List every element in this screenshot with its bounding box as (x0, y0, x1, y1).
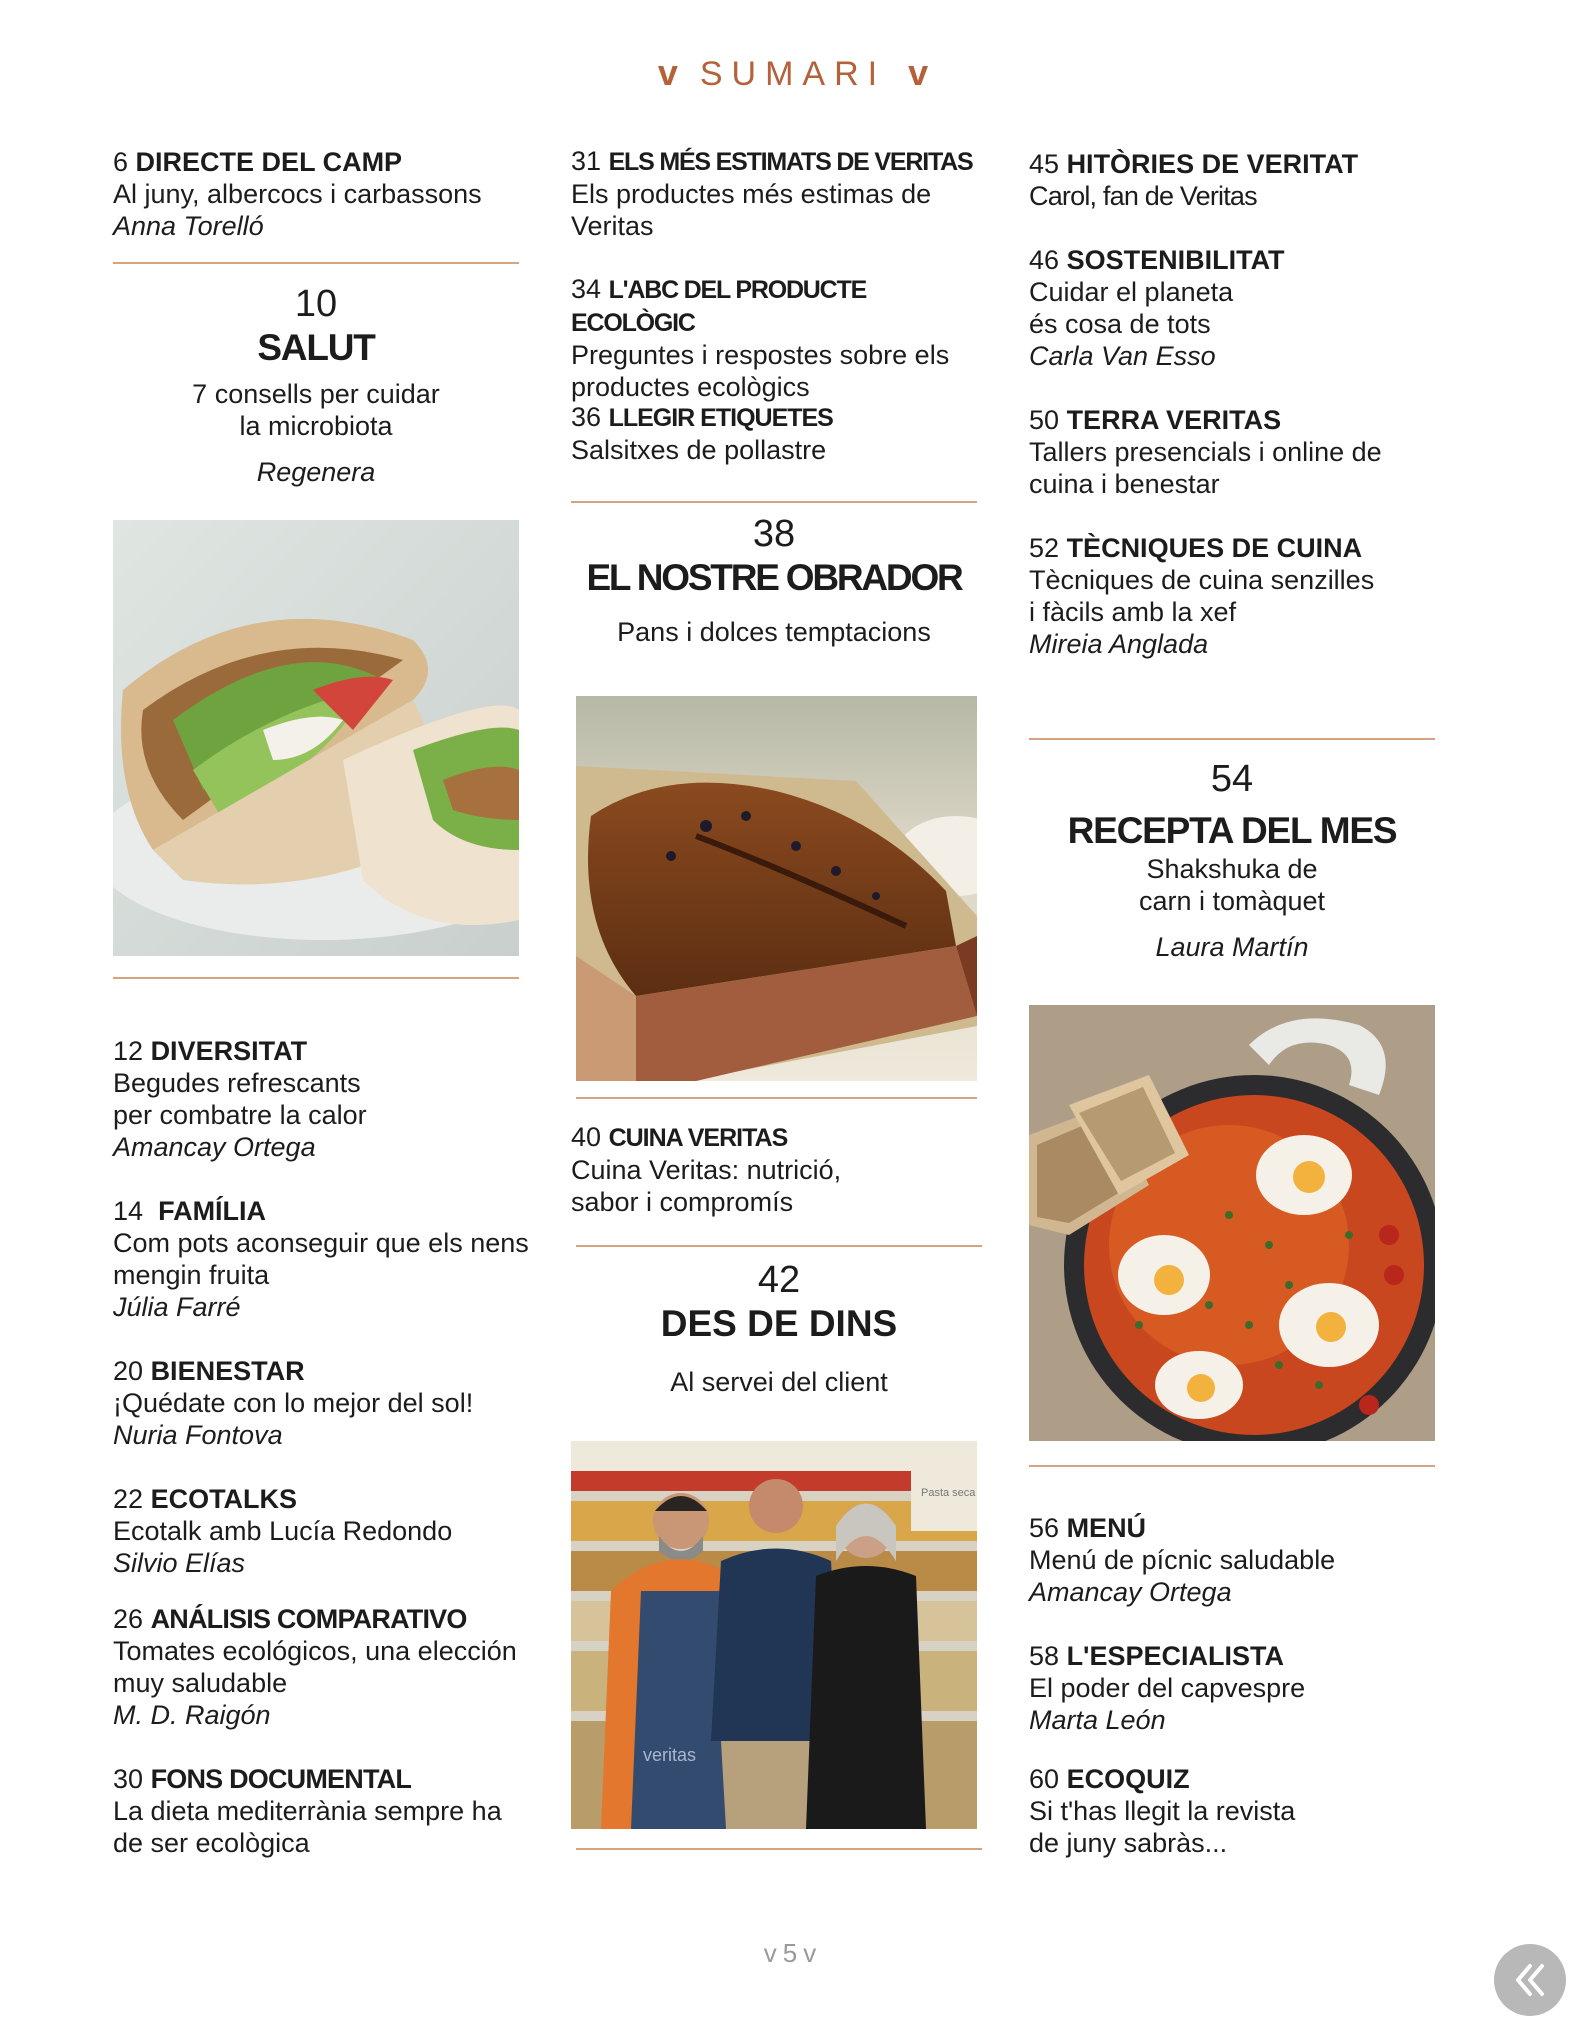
entry-author: Marta León (1029, 1705, 1166, 1735)
toc-entry-34[interactable] (571, 273, 991, 403)
divider (1029, 738, 1435, 740)
toc-entry-56[interactable] (1029, 1512, 1449, 1608)
feature-subtitle-line1: 7 consells per cuidar (192, 379, 440, 409)
feature-subtitle-line1: Shakshuka de (1146, 854, 1318, 884)
header-right-mark: v (908, 52, 929, 93)
shakshuka-image (1029, 1005, 1435, 1441)
entry-description: cuina i benestar (1029, 469, 1220, 499)
entry-description: Com pots aconseguir que els nens (113, 1228, 529, 1258)
toc-entry-52[interactable] (1029, 532, 1449, 660)
staff-image (571, 1441, 977, 1829)
feature-38[interactable] (571, 512, 977, 648)
entry-title: ANÁLISIS COMPARATIVO (150, 1604, 467, 1634)
toc-entry-50[interactable] (1029, 404, 1449, 500)
toc-entry-30[interactable] (113, 1763, 533, 1859)
entry-description: sabor i compromís (571, 1187, 794, 1217)
toc-entry-12[interactable] (113, 1035, 523, 1163)
feature-subtitle: Pans i dolces temptacions (617, 617, 931, 647)
entry-title: FAMÍLIA (158, 1196, 267, 1226)
entry-title: ECOTALKS (150, 1484, 298, 1514)
entry-number: 52 (1029, 533, 1060, 563)
divider (571, 501, 977, 503)
bread-cake-photo[interactable] (576, 696, 977, 1081)
entry-title: MENÚ (1066, 1513, 1147, 1543)
divider (576, 1097, 977, 1099)
feature-number: 10 (294, 283, 338, 325)
toc-entry-6[interactable] (113, 146, 523, 242)
entry-description: El poder del capvespre (1029, 1673, 1306, 1703)
entry-description: de juny sabràs... (1029, 1828, 1228, 1858)
apron-logo: veritas (643, 1745, 697, 1765)
entry-author: Nuria Fontova (113, 1420, 283, 1450)
entry-title: TÈCNIQUES DE CUINA (1066, 533, 1363, 563)
feature-author: Regenera (256, 457, 376, 487)
entry-title: FONS DOCUMENTAL (150, 1764, 412, 1794)
entry-title: DIRECTE DEL CAMP (135, 147, 403, 177)
entry-number: 6 (113, 147, 129, 177)
entry-description: mengin fruita (113, 1260, 270, 1290)
entry-title: HITÒRIES DE VERITAT (1066, 149, 1359, 179)
header-left-mark: v (657, 52, 678, 93)
entry-description: ¡Quédate con lo mejor del sol! (113, 1388, 474, 1418)
entry-number: 46 (1029, 245, 1060, 275)
feature-number: 42 (757, 1259, 801, 1301)
entry-author: Carla Van Esso (1029, 341, 1216, 371)
feature-subtitle-line2: carn i tomàquet (1138, 886, 1326, 916)
entry-number: 30 (113, 1764, 144, 1794)
entry-number: 34 (571, 274, 602, 304)
entry-number: 12 (113, 1036, 144, 1066)
entry-description: Veritas (571, 211, 654, 241)
divider (113, 262, 519, 264)
entry-number: 60 (1029, 1764, 1060, 1794)
entry-title: TERRA VERITAS (1066, 405, 1282, 435)
feature-subtitle: Al servei del client (670, 1367, 888, 1397)
toc-entry-46[interactable] (1029, 244, 1449, 372)
toc-entry-40[interactable] (571, 1121, 991, 1218)
page-number: v5v (763, 1938, 823, 1968)
toc-entry-22[interactable] (113, 1483, 523, 1579)
shelf-sign: Pasta seca (921, 1487, 976, 1499)
feature-54[interactable] (1029, 757, 1435, 963)
entry-description: per combatre la calor (113, 1100, 367, 1130)
entry-title: ELS MÉS ESTIMATS DE VERITAS (608, 148, 973, 176)
toc-entry-58[interactable] (1029, 1640, 1449, 1736)
page-title: SUMARI (699, 55, 887, 93)
entry-description: Tècniques de cuina senzilles (1029, 565, 1375, 595)
entry-description: Ecotalk amb Lucía Redondo (113, 1516, 453, 1546)
entry-title: ECOQUIZ (1066, 1764, 1190, 1794)
entry-title: CUINA VERITAS (608, 1124, 788, 1152)
entry-number: 45 (1029, 149, 1060, 179)
feature-10[interactable] (113, 282, 519, 488)
entry-author: M. D. Raigón (113, 1700, 271, 1730)
entry-author: Júlia Farré (113, 1292, 241, 1322)
entry-description: Al juny, albercocs i carbassons (113, 179, 482, 209)
toc-entry-31[interactable] (571, 145, 991, 242)
toc-entry-20[interactable] (113, 1355, 523, 1451)
back-button[interactable] (1494, 1944, 1566, 2016)
feature-title: RECEPTA DEL MES (1067, 810, 1397, 851)
entry-description: és cosa de tots (1029, 309, 1211, 339)
entry-author: Silvio Elías (113, 1548, 246, 1578)
feature-subtitle-line2: la microbiota (239, 411, 393, 441)
toc-entry-26[interactable] (113, 1603, 533, 1731)
bread-image (576, 696, 977, 1081)
sandwich-image (113, 520, 519, 956)
entry-number: 20 (113, 1356, 144, 1386)
entry-description: Els productes més estimas de (571, 179, 932, 209)
entry-author: Mireia Anglada (1029, 629, 1209, 659)
entry-author: Amancay Ortega (1029, 1577, 1232, 1607)
entry-title: L'ABC DEL PRODUCTE ECOLÒGIC (571, 276, 867, 337)
entry-description: Begudes refrescants (113, 1068, 361, 1098)
toc-entry-36[interactable] (571, 401, 991, 466)
divider (576, 1848, 982, 1850)
entry-title: BIENESTAR (150, 1356, 305, 1386)
feature-number: 54 (1210, 758, 1254, 800)
divider (576, 1245, 982, 1247)
entry-description: de ser ecològica (113, 1828, 310, 1858)
feature-42[interactable] (576, 1258, 982, 1398)
entry-number: 50 (1029, 405, 1060, 435)
entry-number: 31 (571, 146, 602, 176)
entry-number: 22 (113, 1484, 144, 1514)
entry-title: L'ESPECIALISTA (1066, 1641, 1284, 1671)
entry-number: 58 (1029, 1641, 1060, 1671)
toc-entry-60[interactable] (1029, 1763, 1449, 1859)
feature-number: 38 (752, 513, 796, 555)
double-chevron-left-icon (1494, 1944, 1566, 2016)
entry-number: 36 (571, 402, 602, 432)
staff-photo[interactable] (571, 1441, 977, 1829)
entry-author: Amancay Ortega (113, 1132, 316, 1162)
entry-description: productes ecològics (571, 372, 810, 402)
entry-description: Preguntes i respostes sobre els (571, 340, 950, 370)
toc-entry-14[interactable] (113, 1195, 533, 1323)
entry-number: 56 (1029, 1513, 1060, 1543)
entry-title: SOSTENIBILITAT (1066, 245, 1285, 275)
feature-title: DES DE DINS (660, 1303, 898, 1344)
entry-description: Tallers presencials i online de (1029, 437, 1382, 467)
entry-description: i fàcils amb la xef (1029, 597, 1237, 627)
entry-title: LLEGIR ETIQUETES (608, 404, 833, 432)
shakshuka-photo[interactable] (1029, 1005, 1435, 1441)
entry-description: Menú de pícnic saludable (1029, 1545, 1336, 1575)
entry-description: muy saludable (113, 1668, 288, 1698)
sandwich-photo[interactable] (113, 520, 519, 956)
divider (113, 977, 519, 979)
divider (1029, 1465, 1435, 1467)
entry-description: Carol, fan de Veritas (1029, 181, 1257, 211)
feature-author: Laura Martín (1155, 932, 1309, 962)
feature-title: SALUT (257, 327, 375, 368)
entry-description: Cuidar el planeta (1029, 277, 1234, 307)
entry-number: 14 (113, 1196, 144, 1226)
entry-author: Anna Torelló (113, 211, 264, 241)
entry-description: Si t'has llegit la revista (1029, 1796, 1296, 1826)
entry-number: 26 (113, 1604, 144, 1634)
entry-description: Tomates ecológicos, una elección (113, 1636, 517, 1666)
entry-number: 40 (571, 1122, 602, 1152)
entry-description: Cuina Veritas: nutrició, (571, 1155, 842, 1185)
feature-title: EL NOSTRE OBRADOR (586, 557, 962, 598)
page-header (0, 52, 1586, 94)
entry-description: Salsitxes de pollastre (571, 435, 827, 465)
toc-entry-45[interactable] (1029, 148, 1449, 212)
entry-description: La dieta mediterrània sempre ha (113, 1796, 502, 1826)
entry-title: DIVERSITAT (150, 1036, 308, 1066)
